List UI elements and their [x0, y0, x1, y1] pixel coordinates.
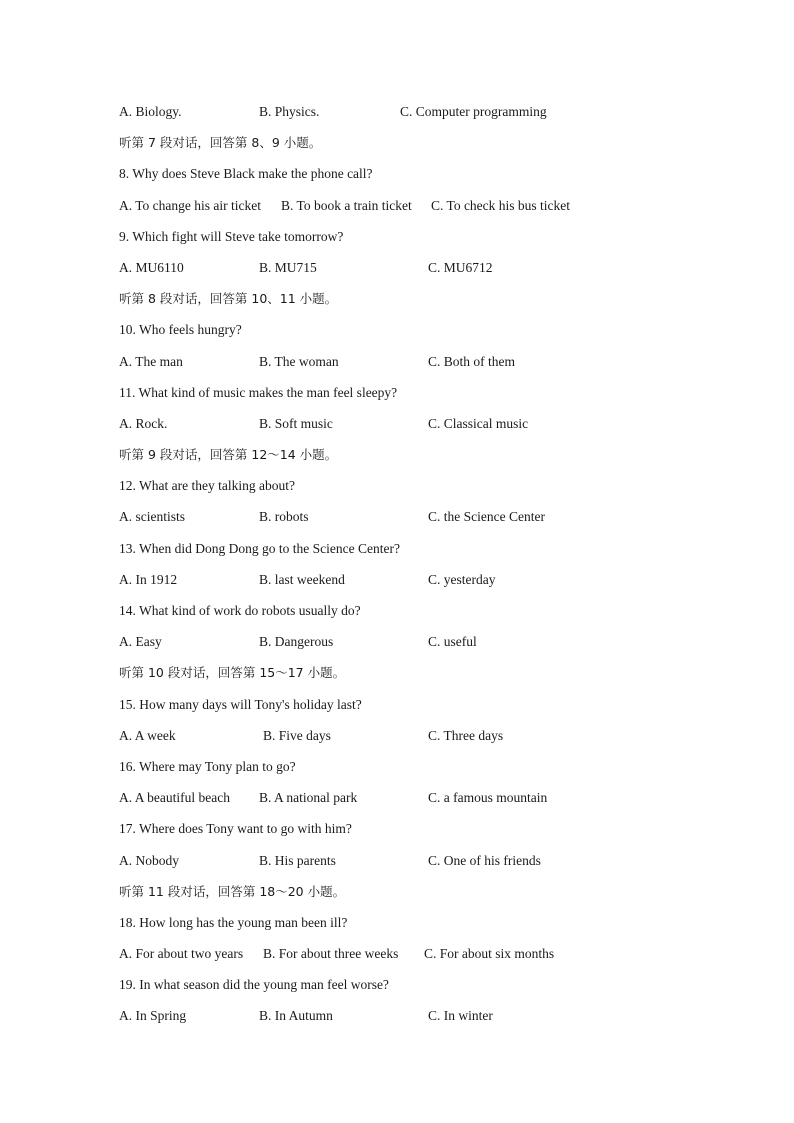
- option-c: C. Computer programming: [400, 104, 547, 119]
- option-c: C. useful: [428, 634, 477, 650]
- option-b: B. Soft music: [259, 415, 333, 431]
- option-c: C. For about six months: [424, 946, 555, 962]
- option-b: B. Dangerous: [259, 634, 334, 650]
- option-a: A. The man: [119, 353, 183, 369]
- answer-options-row: [119, 257, 719, 288]
- option-b: B. Physics.: [259, 104, 320, 119]
- answer-options-row: [119, 787, 719, 818]
- option-a: A. For about two years: [119, 946, 244, 962]
- option-b: B. To book a train ticket: [281, 197, 412, 213]
- question-text: 19. In what season did the young man feel worse?: [119, 977, 389, 993]
- option-a: A. A week: [119, 727, 176, 743]
- option-c: C. One of his friends: [428, 852, 541, 868]
- option-b: B. The woman: [259, 353, 339, 369]
- answer-options-row: [119, 631, 719, 662]
- option-a: A. scientists: [119, 509, 185, 525]
- answer-options-row: [119, 850, 719, 881]
- answer-options-row: [119, 506, 719, 537]
- option-a: A. A beautiful beach: [119, 790, 230, 806]
- option-a: A. Easy: [119, 634, 162, 650]
- answer-options-row: [119, 1005, 719, 1036]
- question-text: 14. What kind of work do robots usually do?: [119, 603, 361, 618]
- option-a: A. MU6110: [119, 259, 184, 275]
- option-b: B. In Autumn: [259, 1008, 333, 1024]
- question-text: 10. Who feels hungry?: [119, 322, 242, 338]
- section-heading: 听第 11 段对话，回答第 18～20 小题。: [119, 883, 346, 899]
- question-text: 16. Where may Tony plan to go?: [119, 758, 296, 774]
- section-heading: 听第 9 段对话，回答第 12～14 小题。: [119, 447, 338, 463]
- option-c: C. a famous mountain: [428, 790, 548, 806]
- question-text: 18. How long has the young man been ill?: [119, 914, 348, 930]
- option-c: C. Both of them: [428, 353, 515, 369]
- option-a: A. Nobody: [119, 852, 179, 868]
- option-a: A. Biology.: [119, 104, 182, 119]
- question-text: 8. Why does Steve Black make the phone call?: [119, 166, 373, 182]
- question-text: 17. Where does Tony want to go with him?: [119, 821, 352, 837]
- option-a: A. In Spring: [119, 1008, 187, 1024]
- question-text: 9. Which fight will Steve take tomorrow?: [119, 228, 344, 244]
- question-text: 13. When did Dong Dong go to the Science Center?: [119, 540, 400, 556]
- answer-options-row: [119, 351, 719, 382]
- option-c: C. yesterday: [428, 571, 496, 587]
- option-b: B. last weekend: [259, 571, 345, 587]
- option-b: B. Five days: [263, 727, 331, 743]
- option-a: A. Rock.: [119, 415, 168, 431]
- option-c: C. MU6712: [428, 259, 493, 275]
- option-c: C. To check his bus ticket: [431, 197, 571, 213]
- section-heading: 听第 7 段对话，回答第 8、9 小题。: [119, 135, 322, 151]
- option-b: B. MU715: [259, 259, 317, 275]
- question-text: 12. What are they talking about?: [119, 478, 295, 494]
- answer-options-row: [119, 725, 719, 756]
- option-b: B. For about three weeks: [263, 946, 399, 962]
- question-text: 11. What kind of music makes the man feel sleepy?: [119, 384, 398, 400]
- answer-options-row: [119, 569, 719, 600]
- section-heading: 听第 10 段对话，回答第 15～17 小题。: [119, 665, 346, 681]
- option-c: C. Classical music: [428, 415, 529, 431]
- listening-section: [119, 101, 719, 1037]
- option-c: C. Three days: [428, 727, 504, 743]
- answer-options-row: [119, 195, 719, 226]
- option-b: B. His parents: [259, 852, 336, 868]
- option-b: B. robots: [259, 509, 309, 525]
- answer-options-row: [119, 413, 719, 444]
- option-c: C. the Science Center: [428, 509, 545, 525]
- question-text: 15. How many days will Tony's holiday last?: [119, 696, 362, 712]
- section-heading: 听第 8 段对话，回答第 10、11 小题。: [119, 291, 338, 307]
- answer-options-row: [119, 943, 719, 974]
- option-c: C. In winter: [428, 1008, 493, 1024]
- answer-options-row: [119, 101, 719, 132]
- option-a: A. In 1912: [119, 571, 178, 587]
- option-b: B. A national park: [259, 790, 358, 806]
- option-a: A. To change his air ticket: [119, 197, 262, 213]
